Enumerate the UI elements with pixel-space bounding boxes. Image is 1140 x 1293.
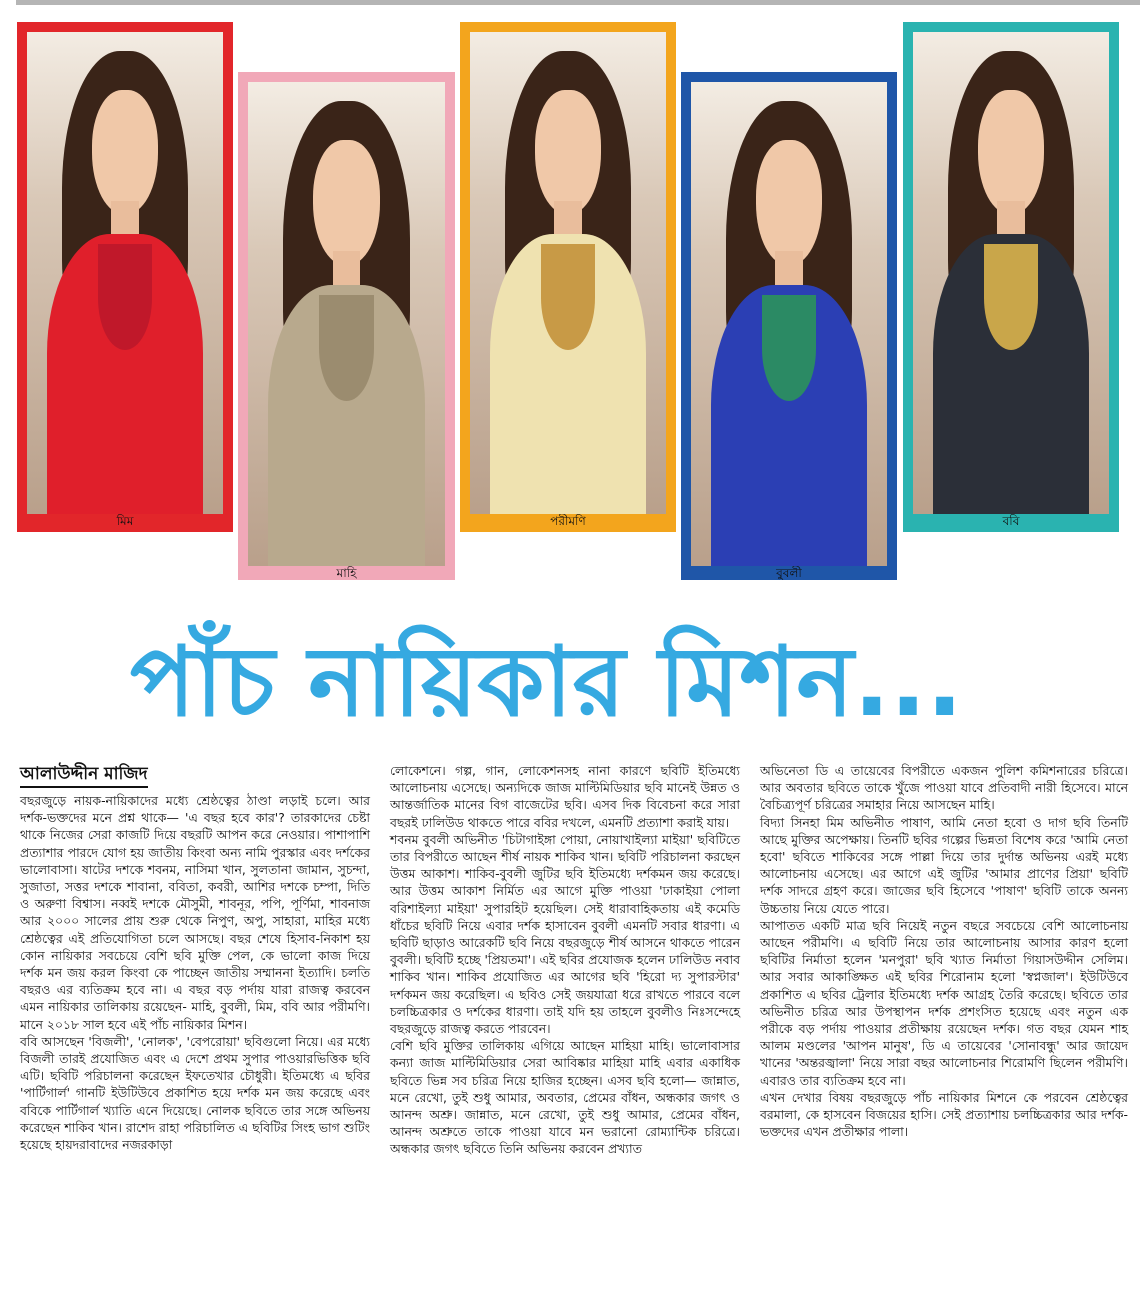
- photo-caption: ববি: [1002, 514, 1020, 528]
- portrait-image: [248, 82, 445, 566]
- byline: আলাউদ্দীন মাজিদ: [20, 764, 148, 788]
- photo-caption: মিম: [116, 514, 134, 528]
- article-column-3: [760, 762, 1128, 1140]
- paragraph: বিদ্যা সিনহা মিম অভিনীত পাষাণ, আমি নেতা হবো ও দাগ ছবি তিনটি আছে মুক্তির অপেক্ষায়। তিনটি ছবির গল্পের ভিন্নতা বিশেষ করে 'আমি নেতা হবো' ছবিতে শাকিবের সঙ্গে পাল্লা দিয়ে তার দুর্দান্ত অভিনয় এরই মধ্যে আলোচনায় এসেছে। এর আগে এই জুটির 'আমার প্রাণের প্রিয়া' ছবিটি দর্শক সাদরে গ্রহণ করে। জাজের ছবি হিসেবে 'পাষাণ' ছবিটি তাকে অনন্য উচ্চতায় নিয়ে যেতে পারে।: [760, 814, 1128, 916]
- article-column-2: [390, 762, 740, 1158]
- article-column-1: [20, 792, 370, 1153]
- portrait-image: [691, 82, 887, 566]
- top-rule: [16, 0, 1140, 5]
- photo-caption: মাহি: [336, 566, 357, 580]
- paragraph: অভিনেতা ডি এ তায়েবের বিপরীতে একজন পুলিশ কমিশনারের চরিত্রে। আর অবতার ছবিতে তাকে খুঁজে পাওয়া যাবে প্রতিবাদী নারী হিসেবে। মানে বৈচিত্র্যপূর্ণ চরিত্রের সমাহার নিয়ে আসছেন মাহি।: [760, 763, 1128, 813]
- photo-card-mim: [17, 22, 233, 532]
- portrait-image: [470, 32, 666, 514]
- photo-card-bobby: [903, 22, 1119, 532]
- photo-caption: পরীমণি: [550, 514, 586, 528]
- headline: পাঁচ নায়িকার মিশন...: [130, 626, 963, 738]
- photo-card-mahi: [238, 72, 455, 580]
- photo-card-bubli: [681, 72, 897, 580]
- paragraph: এখন দেখার বিষয় বছরজুড়ে পাঁচ নায়িকার মিশনে কে পরবেন শ্রেষ্ঠত্বের বরমালা, কে হাসবেন বিজয়ের হাসি। সেই প্রত্যাশায় চলচ্চিত্রকার আর দর্শক-ভক্তদের এখন প্রতীক্ষার পালা।: [760, 1089, 1128, 1140]
- portrait-image: [913, 32, 1109, 514]
- paragraph: আপাতত একটি মাত্র ছবি নিয়েই নতুন বছরে সবচেয়ে বেশি আলোচনায় আছেন পরীমণি। এ ছবিটি নিয়ে তার আলোচনায় আসার কারণ হলো ছবিটির নির্মাতা হলেন 'মনপুরা' ছবি খ্যাত নির্মাতা গিয়াসউদ্দীন সেলিম। আর সবার আকাঙ্ক্ষিত এই ছবির শিরোনাম হলো 'স্বপ্নজাল'। ইউটিউবে প্রকাশিত এ ছবির ট্রেলার ইতিমধ্যে দর্শক আগ্রহ তৈরি করেছে। ছবিতে তার অভিনীত চরিত্র আর উপস্থাপন দর্শক প্রশংসিত হয়েছে এবং নতুন এক পরীকে বড় পর্দায় পাওয়ার প্রতীক্ষায় রয়েছেন দর্শক। গত বছর যেমন শাহ আলম মণ্ডলের 'আপন মানুষ', ডি এ তায়েবের 'সোনাবন্ধু' আর জায়েদ খানের 'অন্তরজ্বালা' নিয়ে সারা বছর আলোচনার শিরোমণি ছিলেন পরীমণি। এবারও তার ব্যতিক্রম হবে না।: [760, 917, 1128, 1088]
- paragraph: লোকেশনে। গল্প, গান, লোকেশনসহ নানা কারণে ছবিটি ইতিমধ্যে আলোচনায় এসেছে। অন্যদিকে জাজ মাল্টিমিডিয়ার ছবি মানেই উন্নত ও আন্তর্জাতিক মানের বিগ বাজেটের ছবি। এসব দিক বিবেচনা করে সারা বছরই ঢালিউড থাকতে পারে ববির দখলে, এমনটি প্রত্যাশা করাই যায়।: [390, 763, 740, 830]
- paragraph: ববি আসছেন 'বিজলী', 'নোলক', 'বেপরোয়া' ছবিগুলো নিয়ে। এর মধ্যে বিজলী তারই প্রযোজিত এবং এ দেশে প্রথম সুপার পাওয়ারভিত্তিক ছবি এটি। ছবিটি পরিচালনা করেছেন ইফতেখার চৌধুরী। ইতিমধ্যে এ ছবির 'পার্টিগার্ল' গানটি ইউটিউবে প্রকাশিত হয়ে দর্শক মন জয় করেছে এবং ববিকে পার্টিগার্ল খ্যাতি এনে দিয়েছে। নোলক ছবিতে তার সঙ্গে অভিনয় করেছেন শাকিব খান। রাশেদ রাহা পরিচালিত এ ছবিটির সিংহ ভাগ শুটিং হয়েছে হায়দরাবাদের নজরকাড়া: [20, 1033, 370, 1153]
- portrait-image: [27, 32, 223, 514]
- paragraph: বছরজুড়ে নায়ক-নায়িকাদের মধ্যে শ্রেষ্ঠত্বের ঠাণ্ডা লড়াই চলে। আর দর্শক-ভক্তদের মনে প্রশ্ন থাকে— 'এ বছর হবে কার'? তারকাদের চেষ্টা থাকে নিজের সেরা কাজটি দিয়ে বছরটি আপন করে নেওয়ার। পাশাপাশি প্রত্যাশার পারদে যোগ হয় জাতীয় কিংবা অন্য নামি পুরস্কার এবং দর্শকের ভালোবাসা। ষাটের দশকে শবনম, নাসিমা খান, সুলতানা জামান, সুচন্দা, সুজাতা, সত্তর দশকে শাবানা, ববিতা, কবরী, আশির দশকে চম্পা, দিতি ও অরুণা বিশ্বাস। নব্বই দশকে মৌসুমী, শাবনূর, পপি, পূর্ণিমা, শাবনাজ আর ২০০০ সালের প্রায় শুরু থেকে নিপুণ, অপু, সাহারা, মাহির মধ্যে শ্রেষ্ঠত্বের এই প্রতিযোগিতা চলে আসছে। বছর শেষে হিসাব-নিকাশ হয় কোন নায়িকার সবচেয়ে বেশি ছবি মুক্তি পেল, কে ভালো কাজ দিয়ে দর্শক মন জয় করল কিংবা কে পাচ্ছেন জাতীয় সম্মাননা ইত্যাদি। চলতি বছরও এর ব্যতিক্রম হবে না। এ বছর বড় পর্দায় যারা রাজত্ব করবেন এমন নায়িকার তালিকায় রয়েছেন- মাহি, বুবলী, মিম, ববি আর পরীমণি। মানে ২০১৮ সাল হবে এই পাঁচ নায়িকার মিশন।: [20, 793, 370, 1032]
- paragraph: বেশি ছবি মুক্তির তালিকায় এগিয়ে আছেন মাহিয়া মাহি। ভালোবাসার কন্যা জাজ মাল্টিমিডিয়ার সেরা আবিষ্কার মাহিয়া মাহি এবার একাধিক ছবিতে ভিন্ন সব চরিত্র নিয়ে হাজির হচ্ছেন। এসব ছবি হলো— জান্নাত, মনে রেখো, তুই শুধু আমার, অবতার, প্রেমের বাঁধন, অন্ধকার জগৎ ও আনন্দ অশ্রু। জান্নাত, মনে রেখো, তুই শুধু আমার, প্রেমের বাঁধন, আনন্দ অশ্রুতে তাকে পাওয়া যাবে মন ভরানো রোম্যান্টিক চরিত্রে। অন্ধকার জগৎ ছবিতে তিনি অভিনয় করবেন প্রখ্যাত: [390, 1038, 740, 1157]
- paragraph: শবনম বুবলী অভিনীত 'চিটাগাইঙ্গা পোয়া, নোয়াখাইল্যা মাইয়া' ছবিটিতে তার বিপরীতে আছেন শীর্ষ নায়ক শাকিব খান। ছবিটি পরিচালনা করছেন উত্তম আকাশ। শাকিব-বুবলী জুটির ছবি ইতিমধ্যে দর্শকমন জয় করেছে। আর উত্তম আকাশ নির্মিত এর আগে মুক্তি পাওয়া 'ঢাকাইয়া পোলা বরিশাইল্যা মাইয়া' সুপারহিট হয়েছিল। সেই ধারাবাহিকতায় এই কমেডি ধাঁচের ছবিটি নিয়ে এবার দর্শক হাসাবেন বুবলী এমনটি সবার ধারণা। এ ছবিটি ছাড়াও আরেকটি ছবি নিয়ে বছরজুড়ে শীর্ষ আসনে থাকতে পারেন বুবলী। ছবিটি হচ্ছে 'প্রিয়তমা'। এই ছবির প্রযোজক হলেন ঢালিউড নবাব শাকিব খান। শাকিব প্রযোজিত এর আগের ছবি 'হিরো দ্য সুপারস্টার' দর্শকমন জয় করেছিল। এ ছবিও সেই জয়যাত্রা ধরে রাখতে পারবে বলে চলচ্চিত্রকার ও দর্শকের ধারণা। তাই যদি হয় তাহলে বুবলীও নিঃসন্দেহে বছরজুড়ে রাজত্ব করতে পারবেন।: [390, 831, 740, 1037]
- photo-card-porimoni: [460, 22, 676, 532]
- photo-caption: বুবলী: [776, 566, 802, 580]
